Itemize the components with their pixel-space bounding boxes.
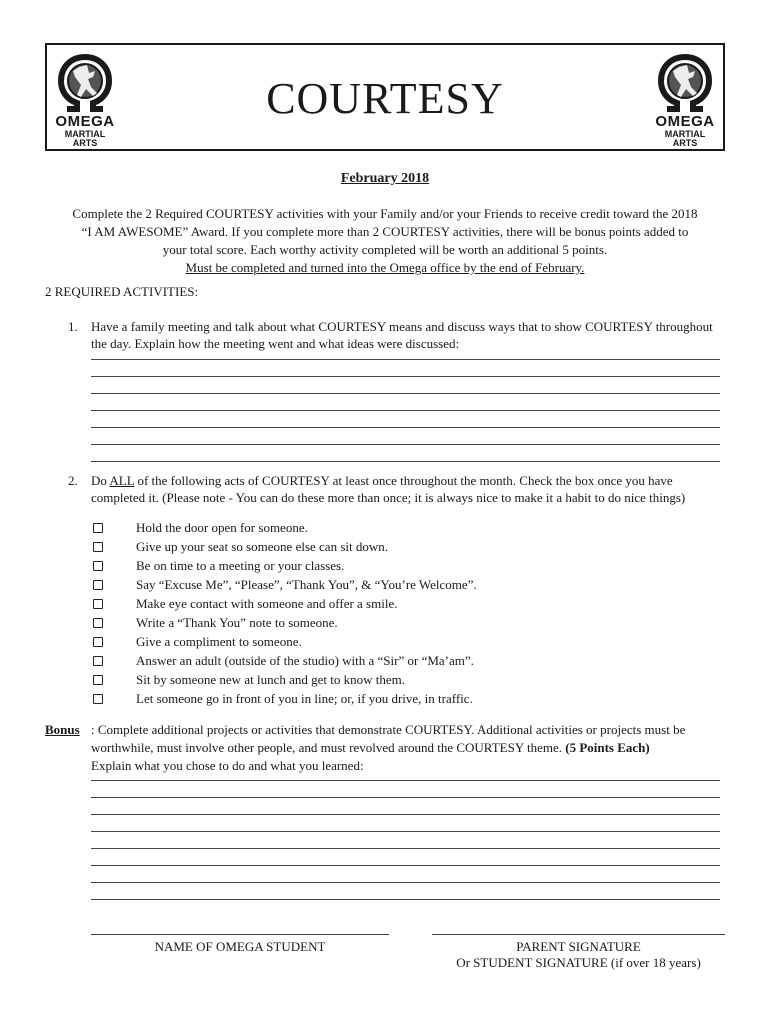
checkbox[interactable]: [93, 675, 103, 685]
checkbox[interactable]: [93, 561, 103, 571]
answer-line[interactable]: [91, 428, 720, 445]
intro-deadline: Must be completed and turned into the Omega office by the end of February.: [185, 260, 585, 275]
checklist-label: Say “Excuse Me”, “Please”, “Thank You”, & “You’re Welcome”.: [136, 577, 477, 592]
parent-signature-label: PARENT SIGNATURE: [516, 939, 641, 954]
checkbox[interactable]: [93, 656, 103, 666]
answer-line[interactable]: [91, 764, 720, 781]
required-activities-heading: 2 REQUIRED ACTIVITIES:: [45, 284, 199, 299]
activity-1-answer-lines[interactable]: [91, 343, 720, 462]
omega-emblem-icon: [653, 53, 717, 113]
logo-word-martial-arts: MARTIAL ARTS: [64, 129, 106, 148]
intro-text: Complete the 2 Required COURTESY activities with your Family and/or your Friends to receive credit toward the 2018 “I AM AWESOME” Award. If you complete more than 2 COURTESY activities, there will be bonus points added to your total score. Each worthy activity completed will be worth an additional 5 points.: [72, 206, 698, 257]
logo-word-omega: OMEGA: [55, 113, 115, 130]
checklist-label: Let someone go in front of you in line; or, if you drive, in traffic.: [136, 691, 473, 706]
checklist-label: Sit by someone new at lunch and get to know them.: [136, 672, 405, 687]
header-box: [45, 43, 725, 151]
checklist-label: Hold the door open for someone.: [136, 520, 308, 535]
bonus-description: : Complete additional projects or activities that demonstrate COURTESY. Additional activities or projects must be worthwhile, must involve other people, and must revolved around the COURTESY theme.: [91, 722, 686, 755]
activity-1-number: 1.: [68, 319, 78, 334]
student-name-field[interactable]: [91, 934, 389, 955]
answer-line[interactable]: [91, 411, 720, 428]
logo-word-martial-arts: MARTIAL ARTS: [664, 129, 706, 148]
activity-2-text-rest: of the following acts of COURTESY at least once throughout the month. Check the box once you have completed it. (Please note - You can do these more than once; it is always nice to make it a habit to do nice things): [91, 473, 686, 505]
checklist-label: Write a “Thank You” note to someone.: [136, 615, 338, 630]
answer-line[interactable]: [91, 798, 720, 815]
checklist-label: Be on time to a meeting or your classes.: [136, 558, 345, 573]
activity-2-text: [91, 472, 722, 506]
checklist-label: Answer an adult (outside of the studio) with a “Sir” or “Ma’am”.: [136, 653, 474, 668]
omega-logo-right: [653, 53, 717, 148]
answer-line[interactable]: [91, 832, 720, 849]
answer-line[interactable]: [91, 377, 720, 394]
month-date: February 2018: [340, 171, 430, 186]
checkbox[interactable]: [93, 618, 103, 628]
checkbox[interactable]: [93, 637, 103, 647]
logo-word-omega: OMEGA: [655, 113, 715, 130]
activity-1-text: Have a family meeting and talk about what COURTESY means and discuss ways that to show COURTESY throughout the day. Explain how the meeting went and what ideas were discussed:: [91, 319, 713, 351]
checkbox[interactable]: [93, 599, 103, 609]
answer-line[interactable]: [91, 360, 720, 377]
parent-signature-field[interactable]: [432, 934, 725, 971]
student-name-label: NAME OF OMEGA STUDENT: [154, 939, 326, 954]
bonus-explain: Explain what you chose to do and what you learned:: [91, 758, 364, 773]
student-signature-note: Or STUDENT SIGNATURE (if over 18 years): [456, 955, 701, 970]
activity-2-number: 2.: [68, 473, 78, 488]
checkbox[interactable]: [93, 694, 103, 704]
checkbox[interactable]: [93, 580, 103, 590]
checkbox[interactable]: [93, 523, 103, 533]
bonus-label: Bonus: [45, 722, 80, 737]
answer-line[interactable]: [91, 343, 720, 360]
intro-paragraph: [70, 205, 700, 277]
checkbox[interactable]: [93, 542, 103, 552]
answer-line[interactable]: [91, 883, 720, 900]
answer-line[interactable]: [91, 849, 720, 866]
bonus-answer-lines[interactable]: [91, 764, 720, 900]
bonus-points: (5 Points Each): [565, 740, 650, 755]
answer-line[interactable]: [91, 866, 720, 883]
activity-2-text-all: ALL: [109, 473, 135, 488]
page-title: COURTESY: [266, 74, 504, 123]
activity-2-text-start: Do: [91, 473, 110, 488]
checklist-label: Give a compliment to someone.: [136, 634, 302, 649]
answer-line[interactable]: [91, 781, 720, 798]
checklist-label: Make eye contact with someone and offer a smile.: [136, 596, 398, 611]
activity-2: [68, 472, 722, 506]
answer-line[interactable]: [91, 445, 720, 462]
answer-line[interactable]: [91, 815, 720, 832]
answer-line[interactable]: [91, 394, 720, 411]
checklist-label: Give up your seat so someone else can sit down.: [136, 539, 389, 554]
